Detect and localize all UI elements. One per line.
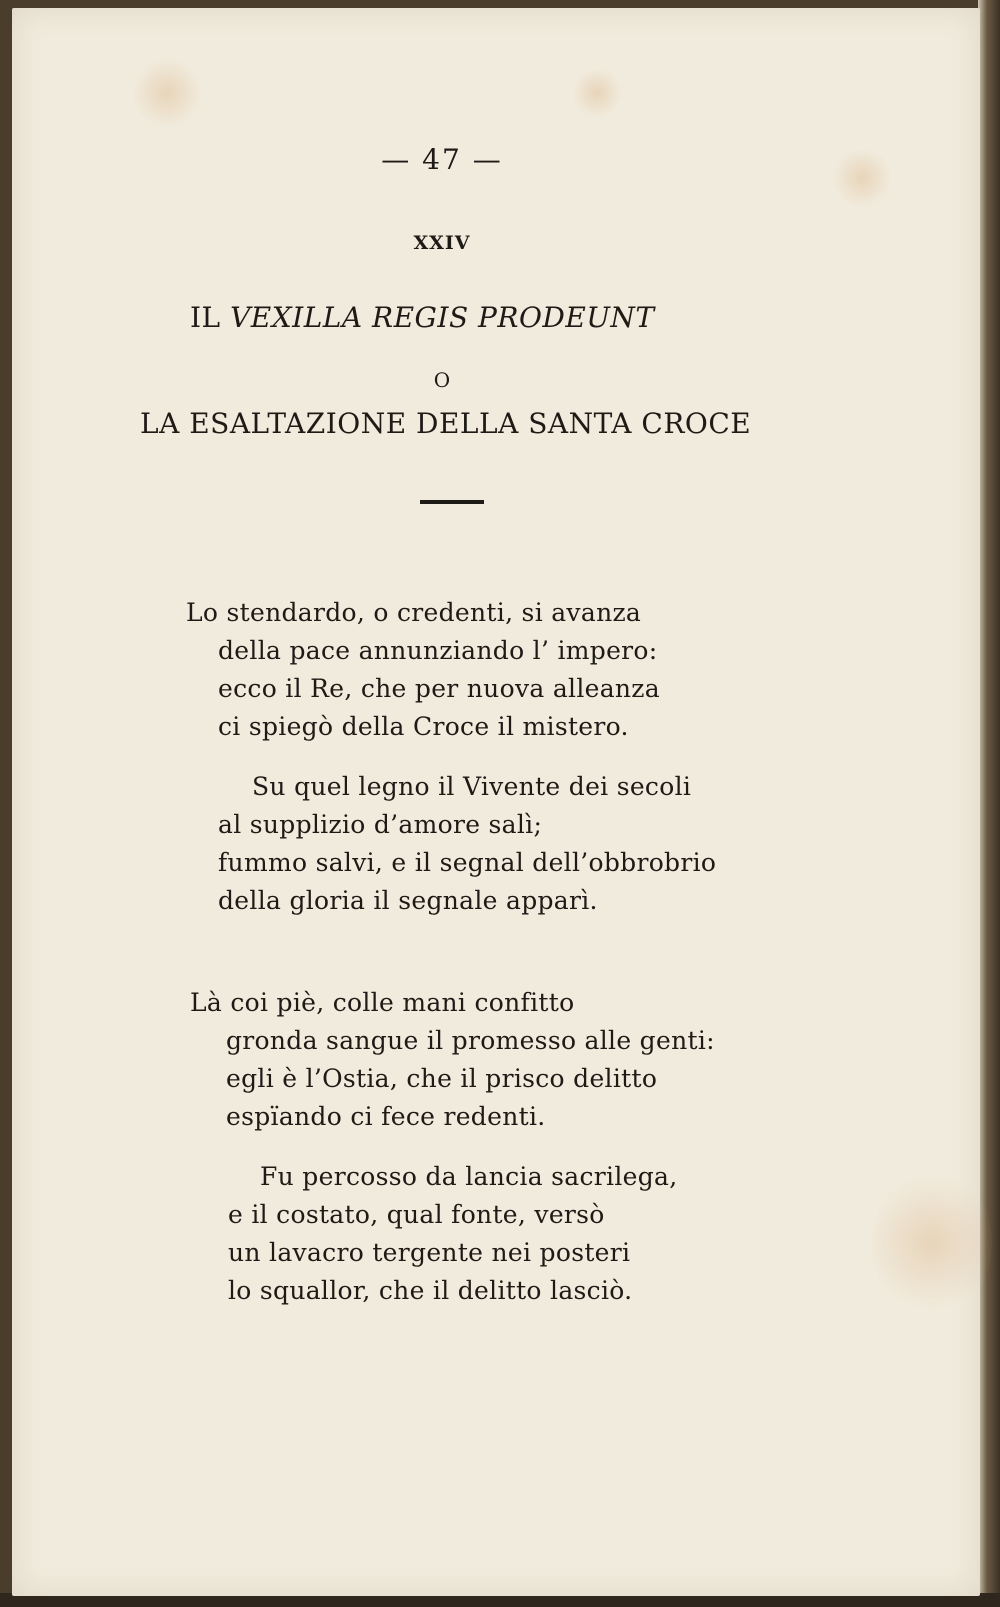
verse-line: espïando ci fece redenti. [226,1102,546,1131]
verse-line: egli è l’Ostia, che il prisco delitto [226,1064,658,1093]
verse-line: al supplizio d’amore salì; [218,810,543,839]
verse-line: della pace annunziando l’ impero: [218,636,658,665]
verse-line: un lavacro tergente nei posteri [228,1238,631,1267]
page-number: — 47 — [381,143,503,176]
verse-line: Fu percosso da lancia sacrilega, [260,1162,678,1191]
poem-title-prefix: IL [190,301,231,334]
book-page-edge [978,0,1000,1607]
title-connector: O [433,368,451,392]
verse-line: lo squallor, che il delitto lasciò. [228,1276,633,1305]
verse-line: Là coi piè, colle mani confitto [190,988,575,1017]
poem-subtitle: LA ESALTAZIONE DELLA SANTA CROCE [140,407,752,440]
verse-line: ci spiegò della Croce il mistero. [218,712,629,741]
book-page [12,8,980,1596]
verse-line: ecco il Re, che per nuova alleanza [218,674,660,703]
verse-line: Lo stendardo, o credenti, si avanza [186,598,642,627]
poem-title [190,301,655,334]
poem-title-latin: VEXILLA REGIS PRODEUNT [230,301,655,334]
verse-line: e il costato, qual fonte, versò [228,1200,605,1229]
foxing-stain [572,68,622,118]
foxing-stain [872,1168,992,1318]
verse-line: Su quel legno il Vivente dei secoli [252,772,692,801]
section-number: XXIV [413,232,471,254]
verse-line: della gloria il segnale apparì. [218,886,598,915]
title-divider [420,500,484,504]
verse-line: fummo salvi, e il segnal dell’obbrobrio [218,848,717,877]
foxing-stain [132,58,202,128]
verse-line: gronda sangue il promesso alle genti: [226,1026,715,1055]
